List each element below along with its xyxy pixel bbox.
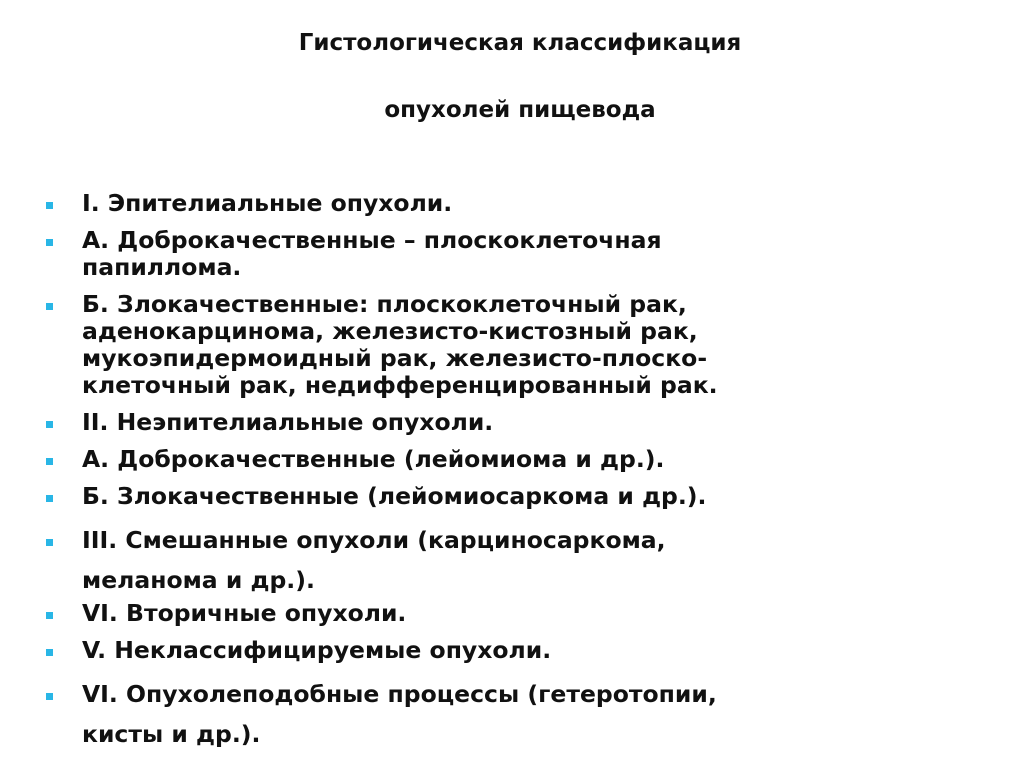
list-item-text: Б. Злокачественные: плоскоклеточный рак,	[82, 290, 687, 318]
title-line-2: опухолей пищевода	[384, 97, 656, 123]
square-bullet-icon	[46, 539, 53, 546]
list-item-text: А. Доброкачественные (лейомиома и др.).	[82, 445, 665, 473]
list-item-text: меланома и др.).	[82, 566, 315, 594]
list-item	[46, 190, 1006, 217]
list-item-text: кисты и др.).	[82, 720, 261, 748]
list-item	[46, 637, 1006, 664]
list-item-text: клеточный рак, недифференцированный рак.	[82, 371, 718, 399]
square-bullet-icon	[46, 649, 53, 656]
list-item	[46, 291, 1006, 399]
square-bullet-icon	[46, 421, 53, 428]
list-item-text: Б. Злокачественные (лейомиосаркома и др.).	[82, 482, 707, 510]
square-bullet-icon	[46, 303, 53, 310]
title-line-1: Гистологическая классификация	[298, 30, 742, 56]
list-item	[46, 446, 1006, 473]
list-item-text: V. Неклассифицируемые опухоли.	[82, 636, 552, 664]
bullet-list	[46, 190, 1006, 754]
list-item	[46, 674, 1006, 754]
list-item-text: аденокарцинома, железисто-кистозный рак,	[82, 317, 698, 345]
list-item-text: II. Неэпителиальные опухоли.	[82, 408, 494, 436]
square-bullet-icon	[46, 202, 53, 209]
list-item-text: VI. Опухолеподобные процессы (гетеротопии,	[82, 680, 717, 708]
list-item-text: мукоэпидермоидный рак, железисто-плоско-	[82, 344, 708, 372]
list-item	[46, 483, 1006, 510]
square-bullet-icon	[46, 239, 53, 246]
square-bullet-icon	[46, 458, 53, 465]
slide-title	[120, 32, 920, 122]
list-item-text: I. Эпителиальные опухоли.	[82, 189, 453, 217]
list-item-text: папиллома.	[82, 253, 242, 281]
list-item	[46, 600, 1006, 627]
square-bullet-icon	[46, 612, 53, 619]
list-item	[46, 520, 1006, 600]
list-item-text: VI. Вторичные опухоли.	[82, 599, 407, 627]
list-item-text: III. Смешанные опухоли (карциносаркома,	[82, 526, 666, 554]
square-bullet-icon	[46, 495, 53, 502]
list-item-text: А. Доброкачественные – плоскоклеточная	[82, 226, 662, 254]
square-bullet-icon	[46, 693, 53, 700]
list-item	[46, 409, 1006, 436]
list-item	[46, 227, 1006, 281]
